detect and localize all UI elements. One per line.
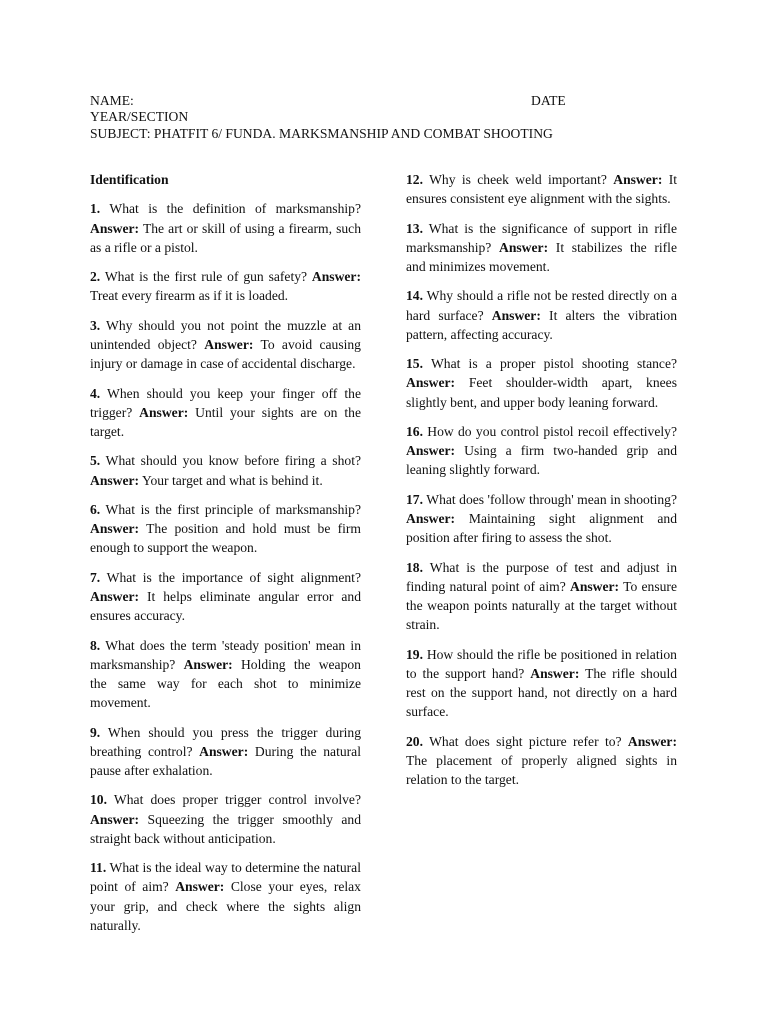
qa-item-17: 17. What does 'follow through' mean in shooting? Answer: Maintaining sight alignment and position after firing to assess the shot.	[406, 491, 677, 546]
qa-item-4: 4. When should you keep your finger off the trigger? Answer: Until your sights are on the target.	[90, 385, 361, 439]
qa-item-16: 16. How do you control pistol recoil effectively? Answer: Using a firm two-handed grip and leaning slightly forward.	[406, 423, 677, 478]
qa-item-9: 9. When should you press the trigger during breathing control? Answer: During the natural pause after exhalation.	[90, 724, 362, 778]
section-title: Identification	[90, 172, 169, 187]
qa-item-12: 12. Why is cheek weld important? Answer: It ensures consistent eye alignment with the sights.	[406, 172, 678, 207]
qa-item-8: 8. What does the term 'steady position' mean in marksmanship? Answer: Holding the weapon the same way for each shot to minimize movement.	[90, 637, 362, 711]
qa-item-13: 13. What is the significance of support in rifle marksmanship? Answer: It stabilizes the rifle and minimizes movement.	[406, 220, 677, 274]
qa-item-19: 19. How should the rifle be positioned in relation to the support hand? Answer: The rifle should rest on the support hand, not directly on a hard surface.	[406, 646, 678, 720]
qa-item-5: 5. What should you know before firing a shot? Answer: Your target and what is behind it.	[90, 453, 361, 488]
qa-item-14: 14. Why should a rifle not be rested directly on a hard surface? Answer: It alters the vibration pattern, affecting accuracy.	[406, 288, 677, 342]
year-section-label: YEAR/SECTION	[90, 109, 189, 124]
qa-item-11: 11. What is the ideal way to determine the natural point of aim? Answer: Close your eyes, relax your grip, and check where the sights align naturally.	[90, 860, 361, 933]
qa-item-6: 6. What is the first principle of marksmanship? Answer: The position and hold must be firm enough to support the weapon.	[90, 501, 362, 556]
qa-item-2: 2. What is the first rule of gun safety? Answer: Treat every firearm as if it is loaded.	[90, 269, 361, 304]
left-column	[90, 170, 361, 945]
qa-item-18: 18. What is the purpose of test and adjust in finding natural point of aim? Answer: To ensure the weapon points naturally at the target without strain.	[406, 559, 677, 633]
qa-item-7: 7. What is the importance of sight alignment? Answer: It helps eliminate angular error and ensures accuracy.	[90, 569, 361, 624]
qa-item-3: 3. Why should you not point the muzzle at an unintended object? Answer: To avoid causing injury or damage in case of accidental discharge.	[90, 317, 361, 372]
qa-item-10: 10. What does proper trigger control involve? Answer: Squeezing the trigger smoothly and straight back without anticipation.	[90, 792, 362, 846]
qa-item-20: 20. What does sight picture refer to? Answer: The placement of properly aligned sights in relation to the target.	[406, 733, 677, 787]
qa-item-1: 1. What is the definition of marksmanship? Answer: The art or skill of using a firearm, such as a rifle or a pistol.	[90, 201, 362, 255]
right-column	[406, 170, 677, 799]
name-label: NAME:	[90, 93, 134, 108]
qa-item-15: 15. What is a proper pistol shooting stance? Answer: Feet shoulder-width apart, knees slightly bent, and upper body leaning forward.	[406, 356, 678, 410]
subject-line: SUBJECT: PHATFIT 6/ FUNDA. MARKSMANSHIP AND COMBAT SHOOTING	[90, 126, 553, 141]
date-label: DATE	[531, 93, 566, 108]
